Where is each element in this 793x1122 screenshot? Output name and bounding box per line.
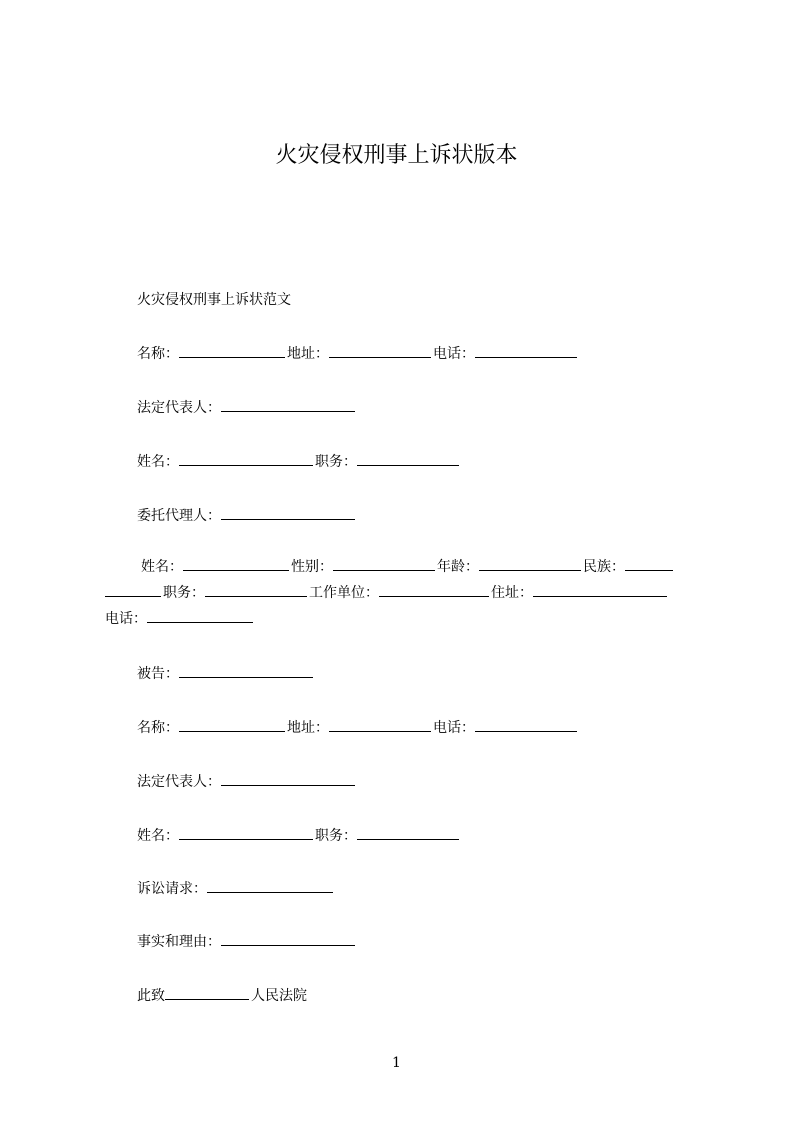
defendant-contact-line [137,718,579,738]
defendant-phone-blank[interactable] [475,718,577,732]
defendant-line [137,664,315,684]
age-label: 年龄： [437,559,479,575]
agent-phone-blank[interactable] [147,609,253,623]
defendant-blank[interactable] [179,664,313,678]
agent-details-row-3 [105,606,705,632]
agent-position-blank[interactable] [205,583,307,597]
address-label: 地址： [287,346,329,362]
defendant-position-blank[interactable] [357,826,459,840]
agent-details-paragraph [105,554,705,632]
defendant-person-line [137,826,461,846]
defendant-legal-rep-label: 法定代表人： [137,774,221,790]
claims-blank[interactable] [207,879,333,893]
agent-blank[interactable] [221,506,355,520]
ethnic-label: 民族： [583,559,625,575]
gender-blank[interactable] [333,557,435,571]
agent-details-row-1 [105,554,705,580]
plaintiff-person-line [137,452,461,472]
ethnic-blank[interactable] [625,557,673,571]
legal-rep-blank[interactable] [221,398,355,412]
document-title: 火灾侵权刑事上诉状版本 [275,143,518,168]
document-subtitle: 火灾侵权刑事上诉状范文 [137,292,291,308]
defendant-address-label: 地址： [287,720,329,736]
person-name-blank[interactable] [179,452,313,466]
person-name-label: 姓名： [137,454,179,470]
agent-line [137,506,357,526]
plaintiff-contact-line [137,344,579,364]
legal-rep-label: 法定代表人： [137,400,221,416]
defendant-position-label: 职务： [315,828,357,844]
residence-blank[interactable] [533,583,667,597]
defendant-legal-rep-blank[interactable] [221,772,355,786]
name-label: 名称： [137,346,179,362]
name-blank[interactable] [179,344,285,358]
defendant-name-label: 名称： [137,720,179,736]
address-blank[interactable] [329,344,431,358]
work-unit-blank[interactable] [379,583,489,597]
defendant-person-name-label: 姓名： [137,828,179,844]
phone-blank[interactable] [475,344,577,358]
defendant-phone-label: 电话： [433,720,475,736]
agent-position-label: 职务： [163,585,205,601]
agent-name-label: 姓名： [141,559,183,575]
work-unit-label: 工作单位： [309,585,379,601]
closing-prefix: 此致 [137,988,165,1004]
ethnic-blank-continued[interactable] [105,583,161,597]
page-number: 1 [392,1055,401,1071]
gender-label: 性别： [291,559,333,575]
closing-line [137,986,307,1006]
agent-details-row-2 [105,580,705,606]
claims-label: 诉讼请求： [137,881,207,897]
residence-label: 住址： [491,585,533,601]
facts-blank[interactable] [221,932,355,946]
position-blank[interactable] [357,452,459,466]
defendant-person-name-blank[interactable] [179,826,313,840]
defendant-address-blank[interactable] [329,718,431,732]
claims-line [137,879,335,899]
agent-phone-label: 电话： [105,611,147,627]
facts-label: 事实和理由： [137,934,221,950]
agent-name-blank[interactable] [183,557,289,571]
plaintiff-rep-line [137,398,357,418]
defendant-label: 被告： [137,666,179,682]
position-label: 职务： [315,454,357,470]
agent-label: 委托代理人： [137,508,221,524]
closing-court: 人民法院 [251,988,307,1004]
defendant-rep-line [137,772,357,792]
age-blank[interactable] [479,557,581,571]
defendant-name-blank[interactable] [179,718,285,732]
facts-line [137,932,357,952]
court-blank[interactable] [165,986,249,1000]
phone-label: 电话： [433,346,475,362]
